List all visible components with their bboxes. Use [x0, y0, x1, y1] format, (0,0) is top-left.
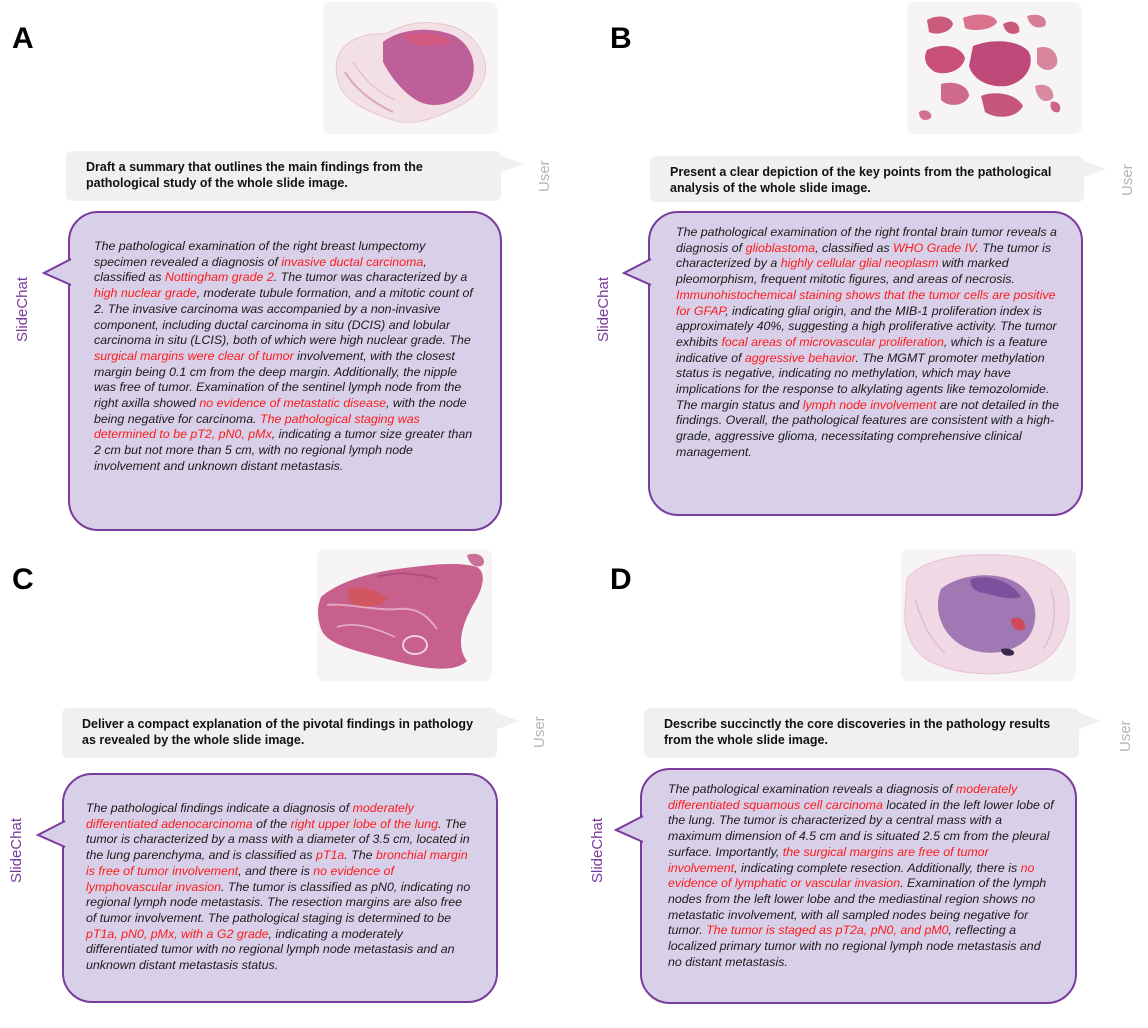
user-prompt-bubble [644, 708, 1079, 758]
slidechat-response-bubble [62, 773, 498, 1003]
highlighted-finding: moderately differentiated adenocarcinoma [86, 801, 414, 831]
response-text-segment: The pathological examination reveals a diagnosis of [668, 782, 956, 796]
speaker-label-slidechat: SlideChat [8, 817, 25, 883]
slidechat-response-bubble [640, 768, 1077, 1004]
speaker-label-user: User [1119, 164, 1136, 196]
speaker-label-user: User [531, 716, 548, 748]
highlighted-finding: no evidence of lymphovascular invasion [86, 863, 394, 894]
user-prompt-text: Present a clear depiction of the key points from the pathological analysis of the whole slide image. [670, 165, 1052, 195]
brain-tissue-slide-image [907, 2, 1082, 134]
bubble-tail [42, 257, 72, 287]
slidechat-response-text [86, 801, 474, 974]
response-text-segment: , which is a feature indicative of [676, 334, 1048, 365]
highlighted-finding: focal areas of microvascular proliferation [721, 334, 944, 349]
response-text-segment: , and there is [238, 863, 314, 878]
highlighted-finding: no evidence of metastatic disease [199, 396, 387, 411]
slide-thumbnail [323, 2, 498, 134]
user-prompt-bubble [62, 708, 497, 758]
response-text-segment: , moderate tubule formation, and a mitotic count of 2. The invasive carcinoma was accompanied by a non-invasive component, including ductal carcinoma in situ (DCIS) and lobular carcinoma in situ (LCIS), both of which were high nuclear grade. The [94, 286, 473, 348]
response-text-segment: , indicating a tumor size greater than 2 cm but not more than 5 cm, with no regional lymph node involvement and unknown distant metastasis. [94, 427, 473, 473]
response-text-segment: , indicating complete resection. Additionally, there is [734, 860, 1021, 875]
highlighted-finding: glioblastoma [745, 240, 816, 255]
highlighted-finding: surgical margins were clear of tumor [94, 348, 294, 363]
speaker-label-slidechat: SlideChat [595, 276, 612, 342]
bubble-tail [622, 257, 652, 287]
panel-label: D [610, 563, 632, 596]
response-text-segment: located in the left lower lobe of the lung. The tumor is characterized by a central mass with a maximum dimension of 4.5 cm and is situated 2.5 cm from the pleural surface. Importantly, [668, 797, 1054, 859]
response-text-segment: . The tumor is characterized by a [676, 240, 1052, 271]
bubble-tail [499, 155, 523, 173]
highlighted-finding: bronchial margin is free of tumor involvement [86, 848, 468, 878]
highlighted-finding: Immunohistochemical staining shows that the tumor cells are positive for GFAP [676, 287, 1056, 318]
highlighted-finding: The pathological staging was determined to be pT2, pN0, pMx [94, 411, 420, 442]
highlighted-finding: lymph node involvement [802, 397, 937, 412]
response-text-segment: . Examination of the lymph nodes from the left lower lobe and the mediastinal region shows no metastatic involvement, with all sampled nodes being negative for tumor. [668, 876, 1047, 938]
highlighted-finding: no evidence of lymphatic or vascular invasion [668, 860, 1035, 891]
highlighted-finding: highly cellular glial neoplasm [780, 256, 939, 271]
highlighted-finding: aggressive behavior [744, 350, 856, 365]
slidechat-response-text [668, 782, 1055, 970]
highlighted-finding: invasive ductal carcinoma [281, 254, 424, 269]
breast-tissue-slide-image [323, 2, 498, 134]
lung-squamous-slide-image [901, 549, 1076, 681]
highlighted-finding: pT1a [316, 848, 345, 863]
slide-thumbnail [317, 549, 492, 681]
speaker-label-user: User [1117, 720, 1134, 752]
response-text-segment: , indicating glial origin, and the MIB-1 proliferation index is approximately 40%, suggesting a high proliferative activity. The tumor exhibits [676, 303, 1057, 349]
response-text-segment: with marked pleomorphism, frequent mitotic figures, and areas of necrosis. [676, 256, 1015, 287]
lung-adenocarcinoma-slide-image [317, 549, 492, 681]
user-prompt-bubble [650, 156, 1084, 202]
response-text-segment: , classified as [815, 240, 893, 255]
speaker-label-slidechat: SlideChat [589, 817, 606, 883]
response-text-segment: The pathological findings indicate a diagnosis of [86, 801, 353, 815]
panel-label: A [12, 22, 34, 55]
user-prompt-text: Describe succinctly the core discoveries in the pathology results from the whole slide image. [664, 717, 1051, 747]
response-text-segment: , classified as [94, 254, 427, 285]
bubble-tail [36, 819, 66, 849]
response-text-segment: . The tumor was characterized by a [273, 270, 468, 285]
slide-thumbnail [901, 549, 1076, 681]
speaker-label-user: User [536, 160, 553, 192]
user-prompt-text: Draft a summary that outlines the main findings from the pathological study of the whole slide image. [86, 160, 423, 190]
response-text-segment: . The MGMT promoter methylation status is negative, indicating no methylation, which may have implications for the response to alkylating agents like temozolomide. The margin status and [676, 350, 1050, 412]
response-text-segment: . The tumor is classified as pN0, indicating no regional lymph node metastasis. The resection margins are also free of tumor involvement. The pathological staging is determined to be [86, 879, 471, 925]
response-text-segment: . The tumor is characterized by a mass with a diameter of 3.5 cm, located in the lung parenchyma, and is classified as [86, 816, 470, 863]
speaker-label-slidechat: SlideChat [14, 276, 31, 342]
slide-thumbnail [907, 2, 1082, 134]
highlighted-finding: the surgical margins are free of tumor involvement [668, 844, 989, 875]
slidechat-response-bubble [68, 211, 502, 531]
bubble-tail [1082, 160, 1106, 178]
highlighted-finding: The tumor is staged as pT2a, pN0, and pM0 [706, 923, 949, 938]
slidechat-response-text [94, 239, 476, 475]
response-text-segment: of the [252, 816, 291, 831]
response-text-segment: , reflecting a localized primary tumor with no regional lymph node metastasis and no distant metastasis. [668, 923, 1041, 969]
user-prompt-bubble [66, 151, 501, 201]
slidechat-response-text [676, 225, 1059, 461]
bubble-tail [495, 712, 519, 730]
response-text-segment: , indicating a moderately differentiated tumor with no regional lymph node metastasis and an unknown distant metastasis status. [86, 926, 455, 973]
bubble-tail [614, 814, 644, 844]
highlighted-finding: right upper lobe of the lung [290, 816, 439, 831]
response-text-segment: , with the node being negative for carcinoma. [94, 396, 467, 426]
highlighted-finding: high nuclear grade [94, 286, 197, 301]
panel-label: B [610, 22, 632, 55]
response-text-segment: The pathological examination of the right breast lumpectomy specimen revealed a diagnosis of [94, 239, 426, 269]
response-text-segment: . The [344, 848, 376, 863]
highlighted-finding: pT1a, pN0, pMx, with a G2 grade [86, 926, 269, 941]
response-text-segment: are not detailed in the findings. Overall, the pathological features are consistent with a high-grade, aggressive glioma, necessitating comprehensive clinical management. [676, 397, 1059, 459]
response-text-segment: The pathological examination of the right frontal brain tumor reveals a diagnosis of [676, 225, 1057, 255]
highlighted-finding: moderately differentiated squamous cell carcinoma [668, 782, 1018, 812]
response-text-segment: involvement, with the closest margin being 0.1 cm from the deep margin. Additionally, the nipple was free of tumor. Examination of the sentinel lymph node from the right axilla showed [94, 348, 462, 411]
user-prompt-text: Deliver a compact explanation of the pivotal findings in pathology as revealed by the whole slide image. [82, 717, 474, 747]
highlighted-finding: WHO Grade IV [892, 240, 976, 255]
bubble-tail [1077, 712, 1101, 730]
panel-label: C [12, 563, 34, 596]
slidechat-response-bubble [648, 211, 1083, 516]
highlighted-finding: Nottingham grade 2 [164, 270, 274, 285]
